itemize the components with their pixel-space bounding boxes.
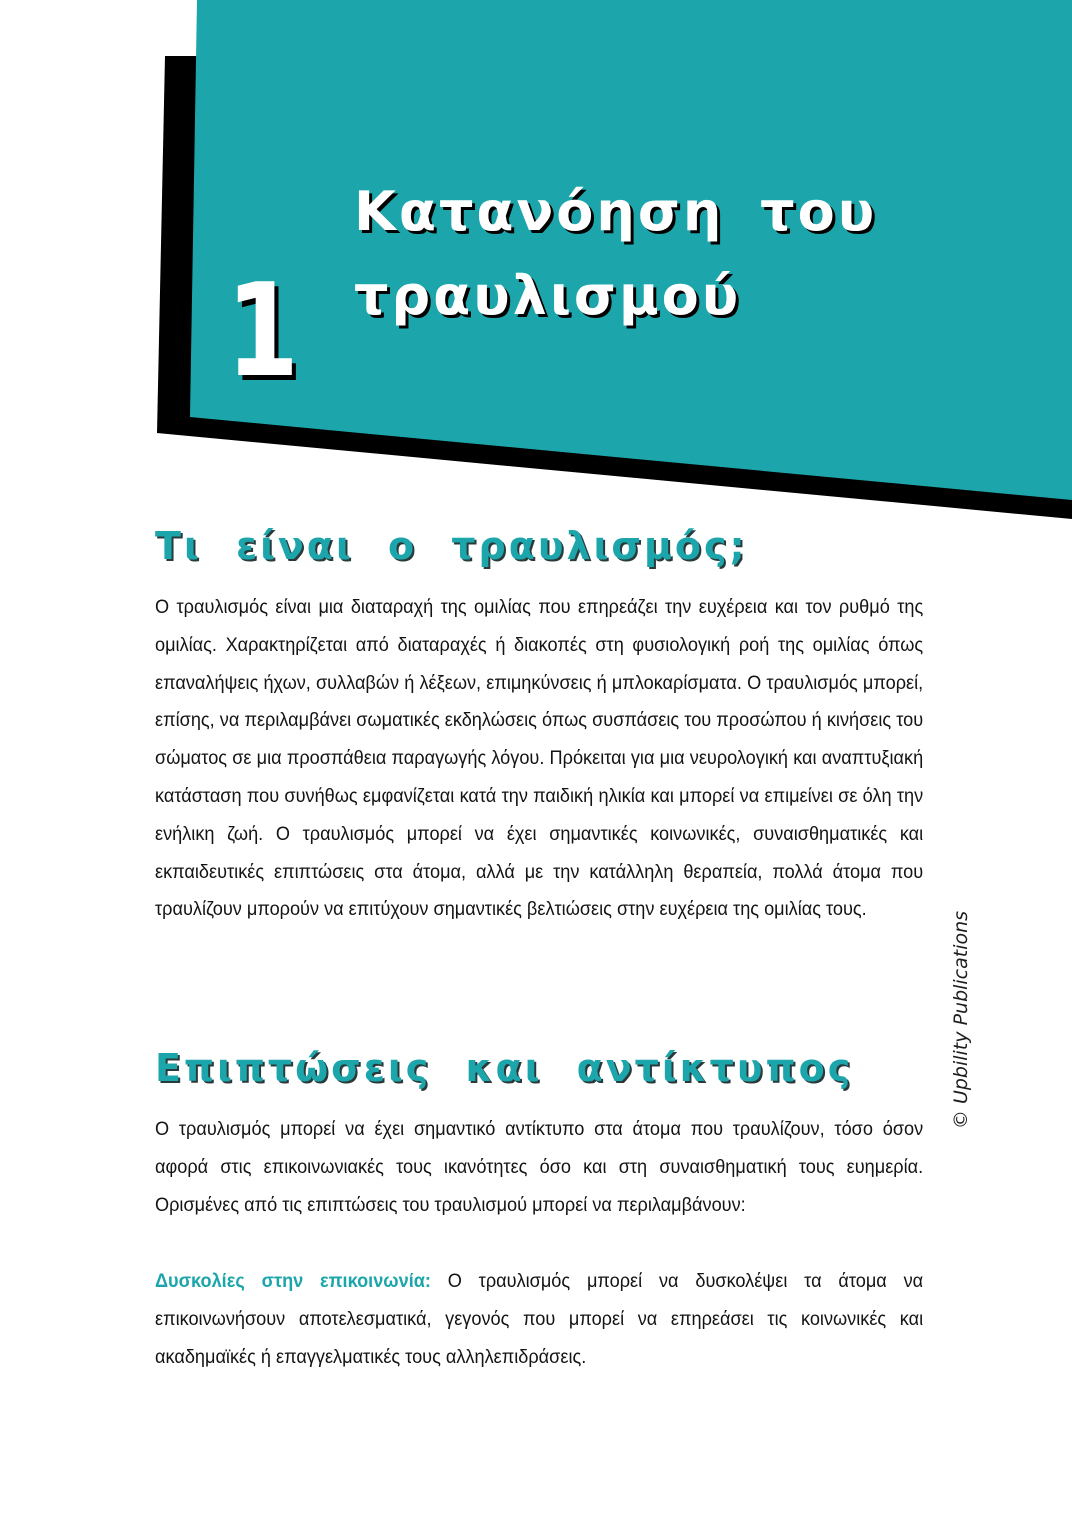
impact-item-communication — [155, 1263, 923, 1376]
chapter-banner — [0, 0, 1072, 530]
chapter-title-line-2: τραυλισμού — [354, 264, 742, 327]
chapter-title-line-1: Κατανόηση του — [354, 180, 878, 243]
section-heading-impact: Επιπτώσεις και αντίκτυπος — [155, 1046, 854, 1090]
paragraph-definition: Ο τραυλισμός είναι μια διαταραχή της ομιλίας που επηρεάζει την ευχέρεια και τον ρυθμό της ομιλίας. Χαρακτηρίζεται από διαταραχές ή διακοπές στη φυσιολογική ροή της ομιλίας όπως επαναλήψεις ήχων, συλλαβών ή λέξεων, επιμηκύνσεις ή μπλοκαρίσματα. Ο τραυλισμός μπορεί, επίσης, να περιλαμβάνει σωματικές εκδηλώσεις όπως συσπάσεις του προσώπου ή κινήσεις του σώματος σε μια προσπάθεια παραγωγής λόγου. Πρόκειται για μια νευρολογική και αναπτυξιακή κατάσταση που συνήθως εμφανίζεται κατά την παιδική ηλικία και μπορεί να επιμείνει σε όλη την ενήλικη ζωή. Ο τραυλισμός μπορεί να έχει σημαντικές κοινωνικές, συναισθηματικές και εκπαιδευτικές επιπτώσεις στα άτομα, αλλά με την κατάλληλη θεραπεία, πολλά άτομα που τραυλίζουν μπορούν να επιτύχουν σημαντικές βελτιώσεις στην ευχέρεια της ομιλίας τους. — [155, 596, 924, 921]
paragraph-impact-intro: Ο τραυλισμός μπορεί να έχει σημαντικό αντίκτυπο στα άτομα που τραυλίζουν, τόσο όσον αφορά στις επικοινωνιακές τους ικανότητες όσο και στη συναισθηματική τους ευημερία. Ορισμένες από τις επιπτώσεις του τραυλισμού μπορεί να περιλαμβάνουν: — [155, 1118, 924, 1216]
chapter-number: 1 — [226, 257, 300, 406]
impact-item-text: Ο τραυλισμός μπορεί να δυσκολέψει τα άτομα να επικοινωνήσουν αποτελεσματικά, γεγονός που μπορεί να επηρεάσει τις κοινωνικές και ακαδημαϊκές ή επαγγελματικές τους αλληλεπιδράσεις. — [155, 1270, 924, 1368]
section-heading-what-is: Τι είναι ο τραυλισμός; — [155, 524, 748, 568]
impact-item-lead: Δυσκολίες στην επικοινωνία: — [155, 1270, 431, 1292]
chapter-title — [354, 170, 877, 338]
copyright-notice: © Upbility Publications — [950, 910, 972, 1130]
